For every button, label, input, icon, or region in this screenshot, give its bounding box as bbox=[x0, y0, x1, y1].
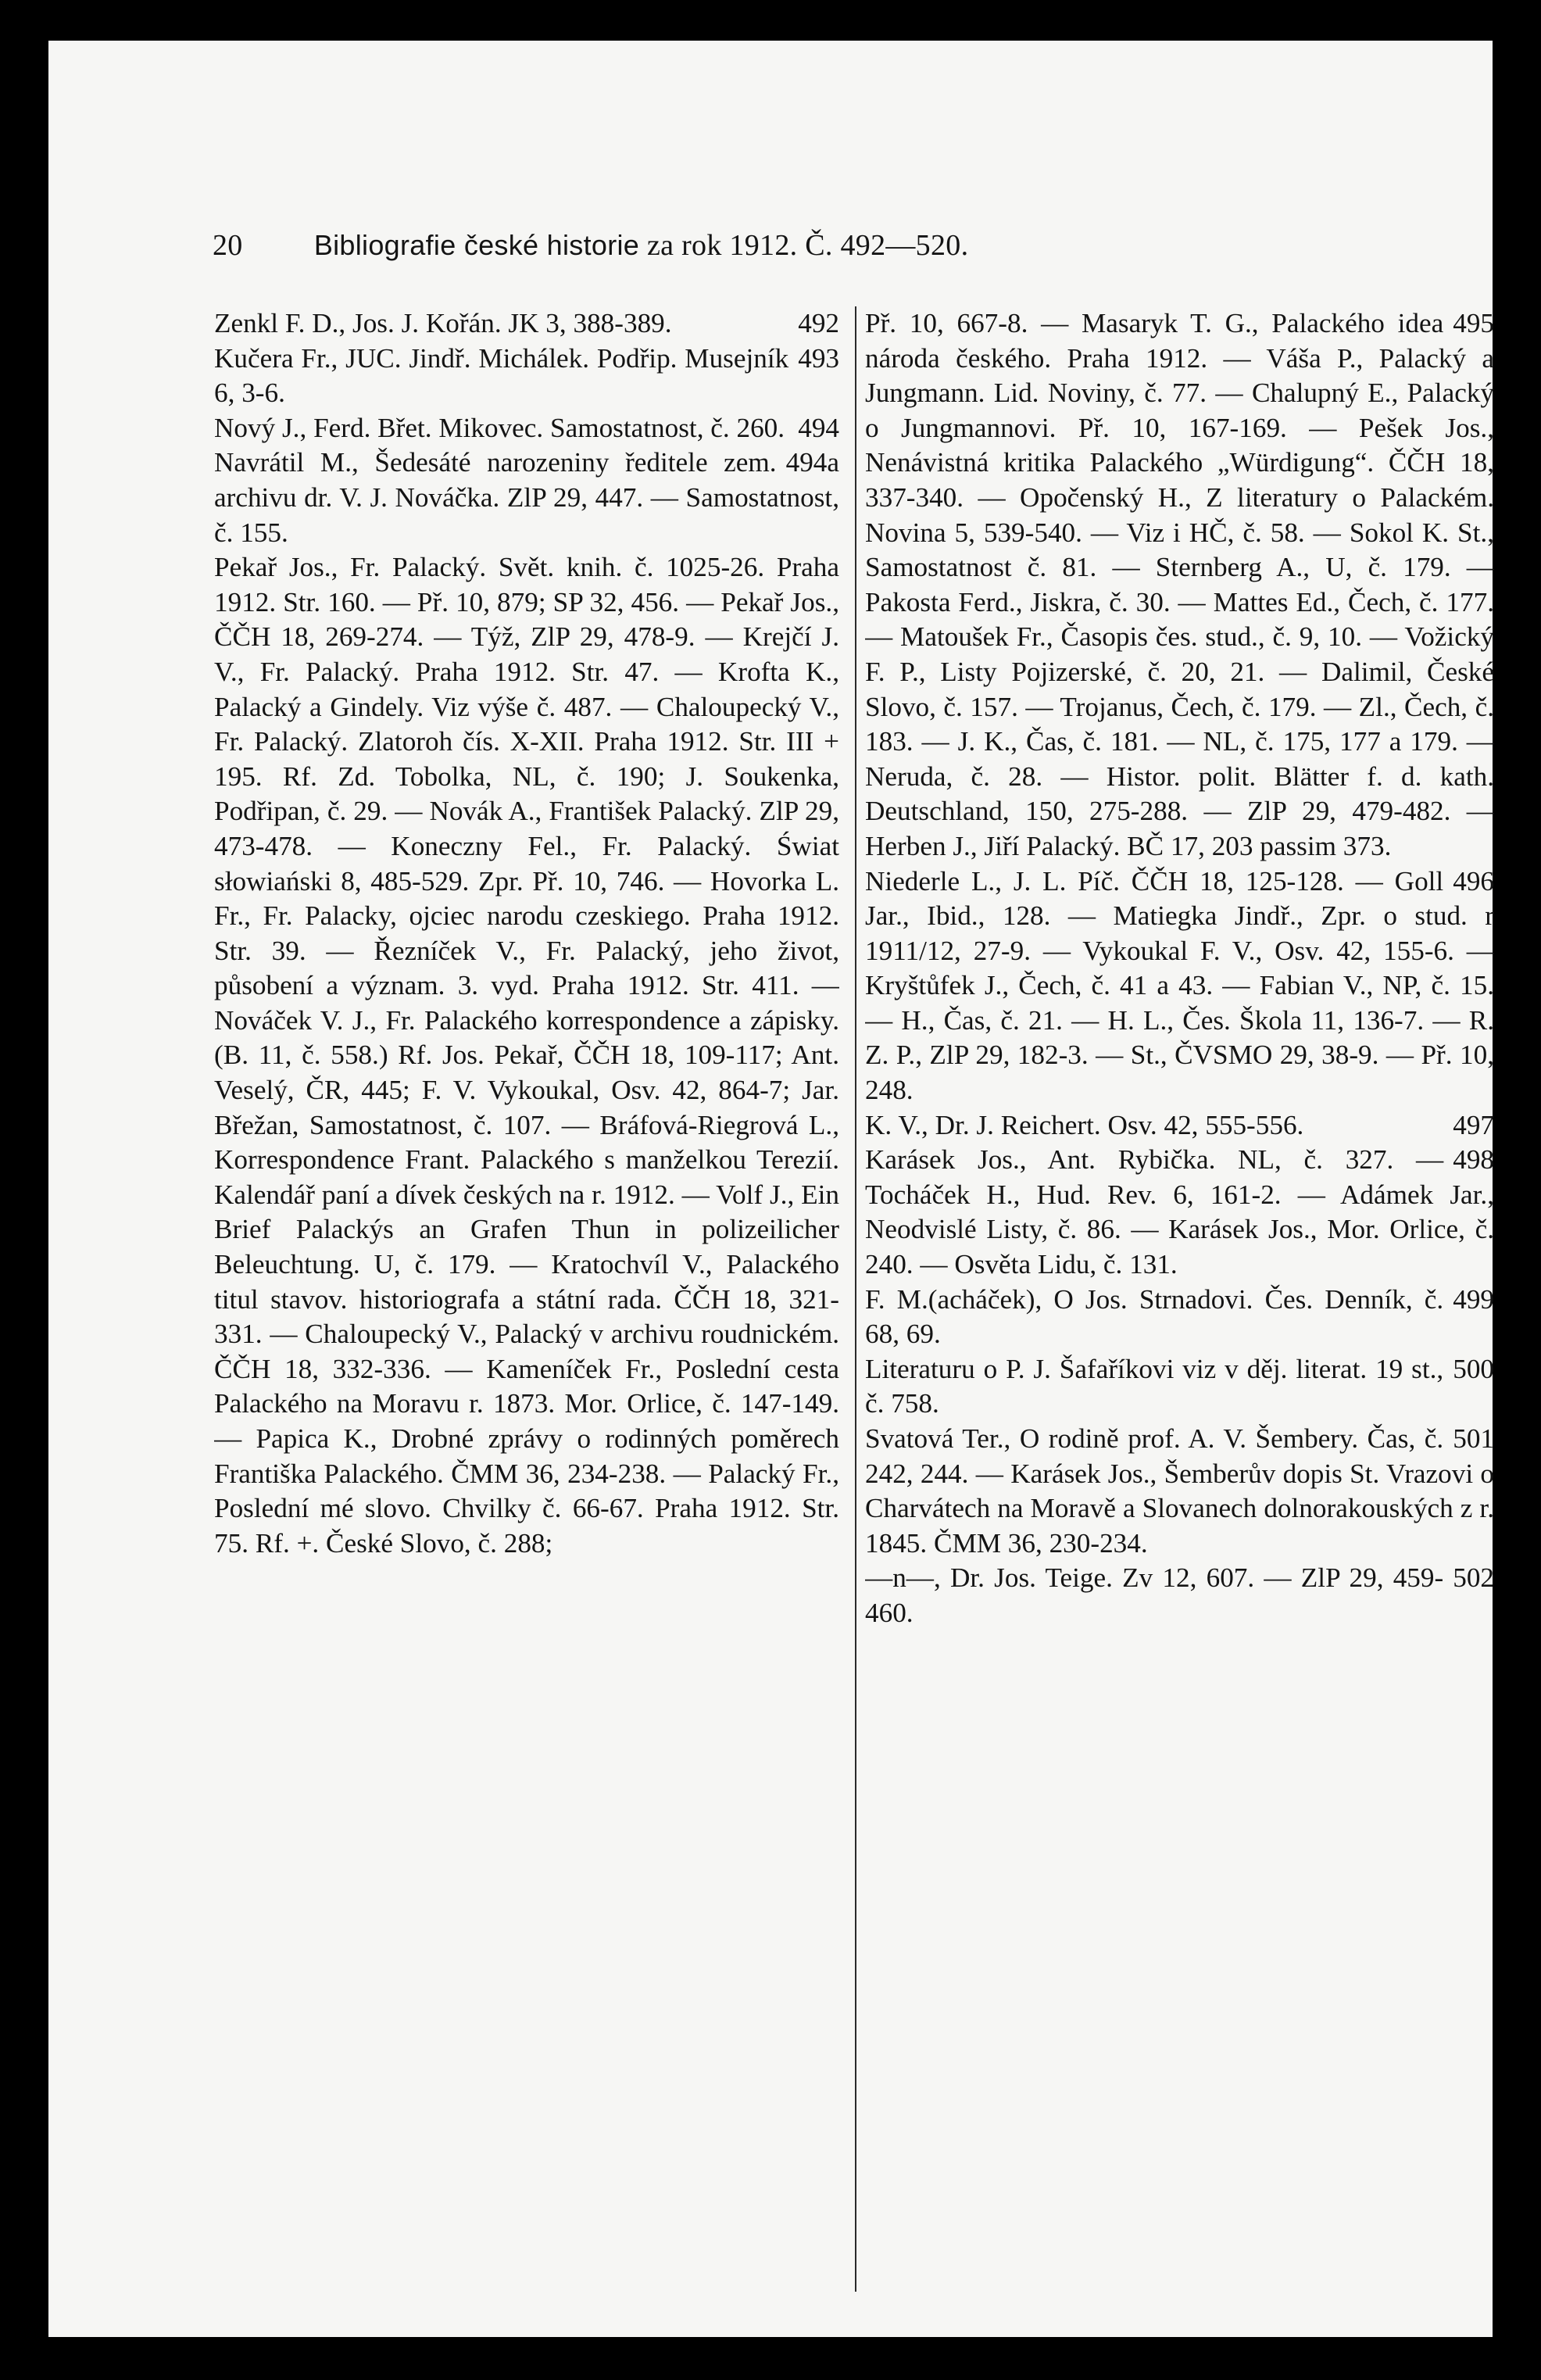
entry-text: Svatová Ter., O rodině prof. A. V. Šembery. Čas, č. 242, 244. — Karásek Jos., Šemberův dopis St. Vrazovi o Charvátech na Moravě a Slovanech dolnorakouských z r. 1845. ČMM 36, 230-234. bbox=[865, 1423, 1494, 1559]
entry bbox=[214, 411, 839, 446]
entry-number: 494 bbox=[798, 412, 839, 443]
entry-number: 495 bbox=[1453, 308, 1494, 338]
entry-text: Niederle L., J. L. Píč. ČČH 18, 125-128. — Goll Jar., Ibid., 128. — Matiegka Jindř., Zpr. o stud. r 1911/12, 27-9. — Vykoukal F. V., Osv. 42, 155-6. — Kryštůfek J., Čech, č. 41 a 43. — Fabian V., NP, č. 15. — H., Čas, č. 21. — H. L., Čes. Škola 11, 136-7. — R. Z. P., ZlP 29, 182-3. — St., ČVSMO 29, 38-9. — Př. 10, 248. bbox=[865, 865, 1494, 1106]
book-page bbox=[48, 41, 1493, 2337]
entry bbox=[865, 1561, 1494, 1630]
entry-number: 498 bbox=[1453, 1144, 1494, 1176]
entry-number: 499 bbox=[1453, 1283, 1494, 1315]
entry-text: F. M.(acháček), O Jos. Strnadovi. Čes. Denník, č. 68, 69. bbox=[865, 1283, 1444, 1350]
entry-number: 502 bbox=[1453, 1562, 1494, 1594]
entry bbox=[865, 1283, 1494, 1352]
entry-text: K. V., Dr. J. Reichert. Osv. 42, 555-556. bbox=[865, 1109, 1304, 1140]
entry bbox=[865, 1143, 1494, 1282]
header-title: Bibliografie české historie bbox=[313, 229, 640, 261]
entry-text: Nový J., Ferd. Břet. Mikovec. Samostatnost, č. 260. bbox=[214, 412, 785, 443]
page-number: 20 bbox=[213, 229, 243, 262]
entry bbox=[214, 550, 839, 1561]
entry-text: Zenkl F. D., Jos. J. Kořán. JK 3, 388-389. bbox=[214, 308, 672, 338]
entry-number: 497 bbox=[1453, 1109, 1494, 1140]
entry bbox=[865, 1108, 1494, 1143]
left-column bbox=[214, 306, 839, 2292]
entry-number: 492 bbox=[798, 308, 839, 338]
entry bbox=[865, 306, 1494, 864]
entry bbox=[865, 864, 1494, 1108]
entry-number: 496 bbox=[1453, 865, 1494, 897]
entry-number: 494a bbox=[785, 447, 839, 478]
entry bbox=[865, 1422, 1494, 1561]
entry-text: —n—, Dr. Jos. Teige. Zv 12, 607. — ZlP 29, 459-460. bbox=[865, 1562, 1444, 1628]
entry bbox=[865, 1352, 1494, 1422]
entry-text: Navrátil M., Šedesáté narozeniny ředitele zem. archivu dr. V. J. Nováčka. ZlP 29, 447. — Samostatnost, č. 155. bbox=[214, 447, 839, 548]
entry-text: Literaturu o P. J. Šafaříkovi viz v děj. literat. 19 st., č. 758. bbox=[865, 1353, 1444, 1419]
entry-text: Pekař Jos., Fr. Palacký. Svět. knih. č. 1025-26. Praha 1912. Str. 160. — Př. 10, 879; SP 32, 456. — Pekař Jos., ČČH 18, 269-274. — Týž, ZlP 29, 478-9. — Krejčí J. V., Fr. Palacký. Praha 1912. Str. 47. — Krofta K., Palacký a Gindely. Viz výše č. 487. — Chaloupecký V., Fr. Palacký. Zlatoroh čís. X-XII. Praha 1912. Str. III + 195. Rf. Zd. Tobolka, NL, č. 190; J. Soukenka, Podřipan, č. 29. — Novák A., František Palacký. ZlP 29, 473-478. — Koneczny Fel., Fr. Palacký. Świat słowiański 8, 485-529. Zpr. Př. 10, 746. — Hovorka L. Fr., Fr. Palacky, ojciec narodu czeskiego. Praha 1912. Str. 39. — Řezníček V., Fr. Palacký, jeho život, působení a význam. 3. vyd. Praha 1912. Str. 411. — Nováček V. J., Fr. Palackého korrespondence a zápisky. (B. 11, č. 558.) Rf. Jos. Pekař, ČČH 18, 109-117; Ant. Veselý, ČR, 445; F. V. Vykoukal, Osv. 42, 864-7; Jar. Břežan, Samostatnost, č. 107. — Bráfová-Riegrová L., Korrespondence Frant. Palackého s manželkou Terezií. Kalendář paní a dívek českých na r. 1912. — Volf J., Ein Brief Palackýs an Grafen Thun in polizeilicher Beleuchtung. U, č. 179. — Kratochvíl V., Palackého titul stavov. historiografa a státní rada. ČČH 18, 321-331. — Chaloupecký V., Palacký v archivu roudnickém. ČČH 18, 332-336. — Kameníček Fr., Poslední cesta Palackého na Moravu r. 1873. Mor. Orlice, č. 147-149. — Papica K., Drobné zprávy o rodinných poměrech Františka Palackého. ČMM 36, 234-238. — Palacký Fr., Poslední mé slovo. Chvilky č. 66-67. Praha 1912. Str. 75. Rf. +. České Slovo, č. 288; bbox=[214, 552, 839, 1559]
entry-number: 501 bbox=[1453, 1423, 1494, 1454]
entry bbox=[214, 306, 839, 342]
entry-text: Karásek Jos., Ant. Rybička. NL, č. 327. — Tocháček H., Hud. Rev. 6, 161-2. — Adámek Jar., Neodvislé Listy, č. 86. — Karásek Jos., Mor. Orlice, č. 240. — Osvěta Lidu, č. 131. bbox=[865, 1144, 1494, 1280]
running-header bbox=[213, 228, 1322, 263]
entry-text: Př. 10, 667-8. — Masaryk T. G., Palackého idea národa českého. Praha 1912. — Váša P., Palacký a Jungmann. Lid. Noviny, č. 77. — Chalupný E., Palacký o Jungmannovi. Př. 10, 167-169. — Pešek Jos., Nenávistná kritika Palackého „Würdigung“. ČČH 18, 337-340. — Opočenský H., Z literatury o Palackém. Novina 5, 539-540. — Viz i HČ, č. 58. — Sokol K. St., Samostatnost č. 81. — Sternberg A., U, č. 179. — Pakosta Ferd., Jiskra, č. 30. — Mattes Ed., Čech, č. 177. — Matoušek Fr., Časopis čes. stud., č. 9, 10. — Vožický F. P., Listy Pojizerské, č. 20, 21. — Dalimil, České Slovo, č. 157. — Trojanus, Čech, č. 179. — Zl., Čech, č. 183. — J. K., Čas, č. 181. — NL, č. 175, 177 a 179. — Neruda, č. 28. — Histor. polit. Blätter f. d. kath. Deutschland, 150, 275-288. — ZlP 29, 479-482. — Herben J., Jiří Palacký. BČ 17, 203 passim 373. bbox=[865, 308, 1494, 861]
entry bbox=[214, 446, 839, 550]
column-divider bbox=[855, 306, 856, 2292]
entry-text: Kučera Fr., JUC. Jindř. Michálek. Podřip. Musejník 6, 3-6. bbox=[214, 342, 789, 409]
header-rest: za rok 1912. Č. 492—520. bbox=[646, 229, 969, 262]
entry bbox=[214, 342, 839, 411]
right-column bbox=[865, 306, 1494, 2292]
entry-number: 500 bbox=[1453, 1353, 1494, 1384]
entry-number: 493 bbox=[798, 342, 839, 374]
